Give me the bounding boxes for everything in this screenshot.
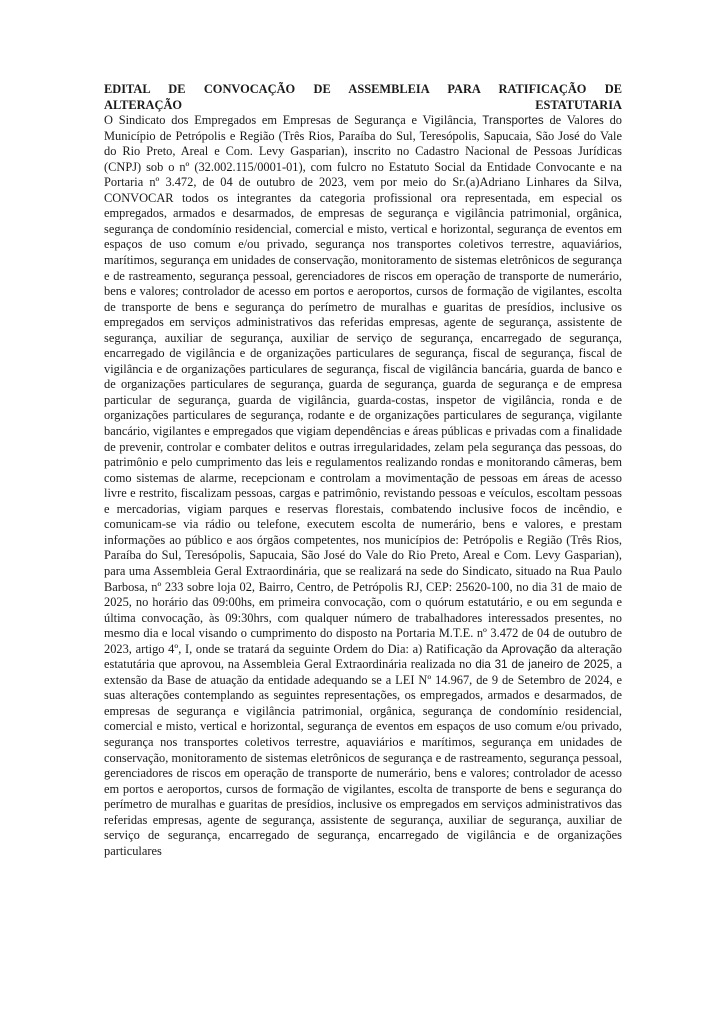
title-line-2: ALTERAÇÃO ESTATUTARIA [104,97,622,112]
document-page [104,82,622,859]
body-text-transportes: Transportes [482,114,544,128]
body-text-part-3: alteração estatutária que aprovou, na Assembleia Geral Extraordinária realizada no [104,641,622,672]
body-text-part-2: de Valores do Município de Petrópolis e Região (Três Rios, Paraíba do Sul, Teresópolis, Sapucaia, São José do Vale do Rio Preto, Areal e Com. Levy Gasparian), inscrito no Cadastro Nacional de Pessoas Jurídicas (CNPJ) sob o nº (32.002.115/0001-01), com fulcro no Estatuto Social da Entidade Convocante e na Portaria nº 3.472, de 04 de outubro de 2023, vem por meio do Sr.(a)Adriano Linhares da Silva, CONVOCAR todos os integrantes da categoria profissional ora representada, em especial os empregados, armados e desarmados, de empresas de segurança e vigilância patrimonial, orgânica, segurança de condomínio residencial, comercial e misto, vertical e horizontal, segurança de eventos em espaços de uso comum e/ou privado, segurança nos transportes coletivos terrestre, aquaviários, marítimos, segurança em unidades de conservação, monitoramento de sistemas eletrônicos de segurança e de rastreamento, segurança pessoal, gerenciadores de riscos em operação de transporte de numerário, bens e valores; controlador de acesso em portos e aeroportos, cursos de formação de vigilantes, escolta de transporte de bens e segurança do perímetro de muralhas e guaritas de presídios, inclusive os empregados em serviços administrativos das referidas empresas, agente de segurança, assistente de segurança, auxiliar de segurança, auxiliar de serviço de segurança, encarregado de segurança, encarregado de vigilância e de organizações particulares de segurança, fiscal de segurança, fiscal de vigilância e de organizações particulares de segurança, fiscal de vigilância bancária, guarda de banco e de organizações particulares de segurança, guarda de segurança, guarda de segurança e de empresa particular de segurança, guarda de vigilância, guarda-costas, inspetor de vigilância, ronda e de organizações particulares de segurança, rodante e de organizações particulares de segurança, vigilante bancário, vigilantes e empregados que vigiam dependências e áreas públicas e privadas com a finalidade de prevenir, controlar e combater delitos e outras irregularidades, zelam pela segurança das pessoas, do patrimônio e pelo cumprimento das leis e regulamentos realizando rondas e monitorando câmeras, bem como sistemas de alarme, recepcionam e controlam a movimentação de pessoas em áreas de acesso livre e restrito, fiscalizam pessoas, cargas e patrimônio, revistando pessoas e veículos, escoltam pessoas e mercadorias, vigiam parques e reservas florestais, combatendo inclusive focos de incêndio, e comunicam-se via rádio ou telefone, executem escolta de numerário, bens e valores, e prestam informações ao público e aos órgãos competentes, nos municípios de: Petrópolis e Região (Três Rios, Paraíba do Sul, Teresópolis, Sapucaia, São José do Vale do Rio Preto, Areal e Com. Levy Gasparian), para uma Assembleia Geral Extraordinária, que se realizará na sede do Sindicato, situado na Rua Paulo Barbosa, nº 233 sobre loja 02, Bairro, Centro, de Petrópolis RJ, CEP: 25620-100, no dia 31 de maio de 2025, no horário das 09:00hs, em primeira convocação, com o quórum estatutário, e ou em segunda e última convocação, às 09:30hrs, com qualquer número de trabalhadores interessados presentes, no mesmo dia e local visando o cumprimento do disposto na Portaria M.T.E. nº 3.472 de 04 de outubro de 2023, artigo 4º, I, onde se tratará da seguinte Ordem do Dia: a) Ratificação da [104,113,622,656]
body-text-date: dia 31 de janeiro de 2025, [475,658,613,672]
document-title [104,82,622,113]
body-text-aprovacao: Aprovação da [501,642,574,656]
body-text-part-1: O Sindicato dos Empregados em Empresas de Segurança e Vigilância, [104,113,483,128]
title-line-1: EDITAL DE CONVOCAÇÃO DE ASSEMBLEIA PARA RATIFICAÇÃO DE [104,82,622,96]
body-text-part-4: a extensão da Base de atuação da entidade adequando se a LEI Nº 14.967, de 9 de Setembro de 2024, e suas alterações contemplando as seguintes representações, os empregados, armados e desarmados, de empresas de segurança e vigilância patrimonial, orgânica, segurança de condomínio residencial, comercial e misto, vertical e horizontal, segurança de eventos em espaços de uso comum e/ou privado, segurança nos transportes coletivos terrestre, aquaviários e marítimos, segurança em unidades de conservação, monitoramento de sistemas eletrônicos de segurança e de rastreamento, segurança pessoal, gerenciadores de riscos em operação de transporte de numerário, bens e valores; controlador de acesso em portos e aeroportos, cursos de formação de vigilantes, escolta de transporte de bens e segurança do perímetro de muralhas e guaritas de presídios, inclusive os empregados em serviços administrativos das referidas empresas, agente de segurança, assistente de segurança, auxiliar de segurança, auxiliar de serviço de segurança, encarregado de segurança, encarregado de vigilância e de organizações particulares [104,657,622,858]
body-paragraph [104,113,622,859]
